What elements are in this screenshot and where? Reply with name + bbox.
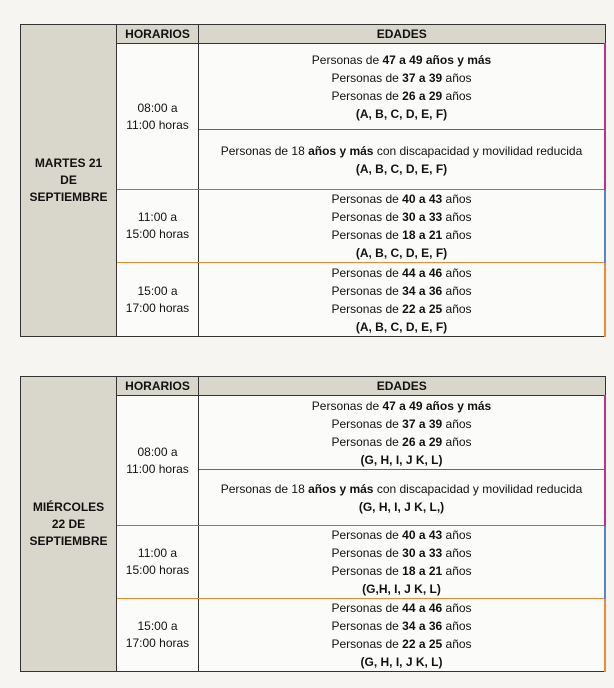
age-unit: años <box>442 265 472 280</box>
age-text: Personas de <box>331 637 403 651</box>
age-text: Personas de <box>331 301 403 316</box>
age-text: Personas de <box>331 528 403 542</box>
time-start: 15:00 a <box>137 619 178 633</box>
time-end: 17:00 horas <box>125 636 190 650</box>
age-line <box>199 415 604 433</box>
header-horarios: HORARIOS <box>117 377 199 396</box>
age-cell <box>199 599 606 672</box>
age-line <box>199 526 604 544</box>
age-line <box>199 69 604 87</box>
age-text: Personas de <box>331 564 403 578</box>
age-line <box>199 87 604 105</box>
age-unit: años <box>442 416 472 431</box>
age-range: 30 a 33 <box>402 210 443 224</box>
day-line: SEPTIEMBRE <box>29 190 108 204</box>
disability-text <box>199 142 604 160</box>
age-cell <box>199 526 606 599</box>
age-text: Personas de <box>331 601 403 615</box>
age-unit: años <box>442 88 472 103</box>
age-cell <box>199 396 606 470</box>
time-start: 15:00 a <box>137 283 178 298</box>
age-range: 37 a 39 <box>402 416 443 431</box>
age-unit: años <box>442 283 472 298</box>
day-line: MARTES 21 <box>34 156 103 170</box>
age-text: Personas de <box>331 228 403 242</box>
day-label <box>21 25 117 337</box>
age-line <box>199 226 604 244</box>
age-range: 22 a 25 <box>402 301 443 316</box>
age-text: Personas de <box>311 398 383 413</box>
time-end: 11:00 horas <box>126 117 189 132</box>
day-line: MIÉRCOLES <box>32 499 105 514</box>
age-range: 44 a 46 <box>402 265 443 280</box>
time-end: 17:00 horas <box>125 300 190 315</box>
age-cell <box>199 190 606 263</box>
header-edades: EDADES <box>199 377 606 396</box>
age-line <box>199 397 604 415</box>
age-line <box>199 433 604 451</box>
age-cell <box>199 263 606 337</box>
disability-text <box>199 480 604 498</box>
time-slot <box>117 599 199 672</box>
age-text: Personas de <box>331 88 403 103</box>
age-unit: años <box>442 434 472 449</box>
groups-label: (G, H, I, J K, L,) <box>358 499 445 514</box>
age-line <box>199 282 604 300</box>
age-unit: años <box>442 528 472 542</box>
time-slot <box>117 263 199 337</box>
age-range: 30 a 33 <box>402 546 443 560</box>
age-range: años y más <box>308 143 374 158</box>
age-unit: años <box>442 70 472 85</box>
age-unit: años <box>442 564 472 578</box>
age-line <box>199 562 604 580</box>
day-line: 22 DE <box>51 516 86 531</box>
age-line <box>199 599 604 617</box>
age-range: 37 a 39 <box>402 70 443 85</box>
age-text: Personas de <box>331 70 403 85</box>
age-text: Personas de <box>331 546 403 560</box>
age-line <box>199 300 604 318</box>
age-unit: años <box>442 637 472 651</box>
day-label <box>21 377 117 672</box>
header-horarios: HORARIOS <box>117 25 199 44</box>
age-cell-disability <box>199 130 606 190</box>
age-range: 26 a 29 <box>402 88 443 103</box>
groups-label: (G,H, I, J K, L) <box>362 582 441 596</box>
age-text: Personas de <box>331 416 403 431</box>
time-end: 15:00 horas <box>125 563 190 577</box>
time-start: 11:00 a <box>137 210 178 224</box>
age-line <box>199 51 604 69</box>
time-slot <box>117 526 199 599</box>
age-unit: años <box>442 601 472 615</box>
age-text: Personas de <box>331 434 403 449</box>
time-start: 08:00 a <box>137 100 178 115</box>
age-range: 40 a 43 <box>402 528 443 542</box>
schedule-table-martes <box>20 24 606 337</box>
age-line <box>199 208 604 226</box>
age-text: Personas de 18 <box>220 481 309 496</box>
groups-label: (A, B, C, D, E, F) <box>355 161 448 176</box>
day-line: DE <box>60 173 77 187</box>
age-cell-disability <box>199 470 606 526</box>
age-range: 44 a 46 <box>402 601 443 615</box>
groups-label: (G, H, I, J K, L) <box>360 452 443 467</box>
time-slot <box>117 44 199 190</box>
time-slot <box>117 190 199 263</box>
age-unit: años <box>442 192 472 206</box>
age-unit: años <box>442 301 472 316</box>
groups-label: (A, B, C, D, E, F) <box>355 246 448 260</box>
age-range: años y más <box>308 481 374 496</box>
age-unit: años <box>442 546 472 560</box>
age-range: 18 a 21 <box>402 564 443 578</box>
time-start: 08:00 a <box>137 444 178 459</box>
age-text: Personas de <box>311 52 383 67</box>
age-cell <box>199 44 606 130</box>
day-line: SEPTIEMBRE <box>29 533 108 548</box>
age-text: Personas de <box>331 192 403 206</box>
age-text: Personas de <box>331 283 403 298</box>
age-line <box>199 635 604 653</box>
age-text: Personas de <box>331 619 403 633</box>
age-text: con discapacidad y movilidad reducida <box>373 143 583 158</box>
time-start: 11:00 a <box>137 546 178 560</box>
age-text: con discapacidad y movilidad reducida <box>373 481 583 496</box>
age-line <box>199 617 604 635</box>
header-edades: EDADES <box>199 25 606 44</box>
time-end: 11:00 horas <box>126 461 189 476</box>
age-text: Personas de <box>331 265 403 280</box>
age-unit: años <box>442 619 472 633</box>
age-range: 40 a 43 <box>402 192 443 206</box>
age-range: 47 a 49 años y más <box>382 398 492 413</box>
age-unit: años <box>442 228 472 242</box>
groups-label: (A, B, C, D, E, F) <box>355 319 448 334</box>
age-range: 47 a 49 años y más <box>382 52 492 67</box>
time-slot <box>117 396 199 526</box>
schedule-table-miercoles <box>20 376 606 672</box>
age-range: 18 a 21 <box>402 228 443 242</box>
age-line <box>199 190 604 208</box>
age-range: 34 a 36 <box>402 283 443 298</box>
time-end: 15:00 horas <box>125 227 190 241</box>
age-text: Personas de <box>331 210 403 224</box>
age-text: Personas de 18 <box>220 143 309 158</box>
age-range: 22 a 25 <box>402 637 443 651</box>
age-line <box>199 544 604 562</box>
groups-label: (G, H, I, J K, L) <box>360 655 443 669</box>
age-line <box>199 264 604 282</box>
groups-label: (A, B, C, D, E, F) <box>355 106 448 121</box>
age-unit: años <box>442 210 472 224</box>
age-range: 26 a 29 <box>402 434 443 449</box>
age-range: 34 a 36 <box>402 619 443 633</box>
